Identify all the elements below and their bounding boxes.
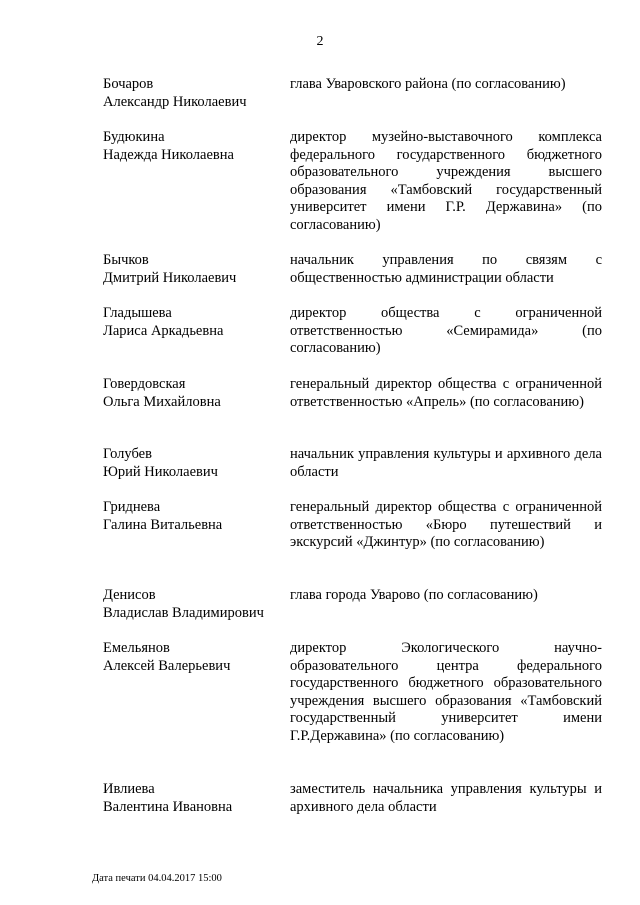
member-role: начальник управления по связям с общественностью администрации области (290, 252, 602, 286)
member-name (103, 499, 288, 534)
member-role: генеральный директор общества с ограниченной ответственностью «Апрель» (по согласованию) (290, 376, 602, 410)
member-name (103, 305, 288, 340)
page-number: 2 (316, 34, 324, 49)
member-surname: Денисов (103, 587, 156, 603)
member-given-names: Надежда Николаевна (103, 146, 234, 163)
member-given-names: Владислав Владимирович (103, 604, 264, 621)
member-surname: Будюкина (103, 129, 165, 145)
member-surname: Говердовская (103, 376, 186, 392)
member-surname: Бычков (103, 252, 149, 268)
member-role: глава Уваровского района (по согласованию) (290, 76, 566, 92)
member-given-names: Галина Витальевна (103, 516, 223, 533)
member-role: директор общества с ограниченной ответственностью «Семирамида» (по согласованию) (290, 305, 602, 356)
member-name (103, 376, 288, 411)
member-surname: Бочаров (103, 76, 154, 92)
print-date-footer: Дата печати 04.04.2017 15:00 (92, 873, 222, 884)
member-role: директор Экологического научно-образовательного центра федерального государственного бюджетного образовательного учреждения высшего образования «Тамбовский государственный университет имени Г.Р.Державина» (по согласованию) (290, 640, 602, 744)
member-given-names: Юрий Николаевич (103, 463, 218, 480)
member-name (103, 76, 288, 111)
member-name (103, 640, 288, 675)
member-role: глава города Уварово (по согласованию) (290, 587, 538, 603)
member-given-names: Ольга Михайловна (103, 393, 221, 410)
member-role: начальник управления культуры и архивного дела области (290, 446, 602, 480)
member-name (103, 252, 288, 287)
member-role: директор музейно-выставочного комплекса федерального государственного бюджетного образовательного учреждения высшего образования «Тамбовский государственный университет имени Г.Р. Державина» (по согласованию) (290, 129, 602, 233)
member-given-names: Дмитрий Николаевич (103, 269, 237, 286)
member-given-names: Лариса Аркадьевна (103, 322, 224, 339)
member-name (103, 129, 288, 164)
member-surname: Гладышева (103, 305, 172, 321)
member-name (103, 446, 288, 481)
member-name (103, 587, 288, 622)
member-role: генеральный директор общества с ограниченной ответственностью «Бюро путешествий и экскурсий «Джинтур» (по согласованию) (290, 499, 602, 550)
member-surname: Емельянов (103, 640, 170, 656)
member-role: заместитель начальника управления культуры и архивного дела области (290, 781, 602, 815)
member-given-names: Александр Николаевич (103, 93, 247, 110)
member-given-names: Алексей Валерьевич (103, 657, 231, 674)
member-name (103, 781, 288, 816)
member-given-names: Валентина Ивановна (103, 798, 233, 815)
member-surname: Ивлиева (103, 781, 155, 797)
member-surname: Гриднева (103, 499, 161, 515)
member-surname: Голубев (103, 446, 152, 462)
